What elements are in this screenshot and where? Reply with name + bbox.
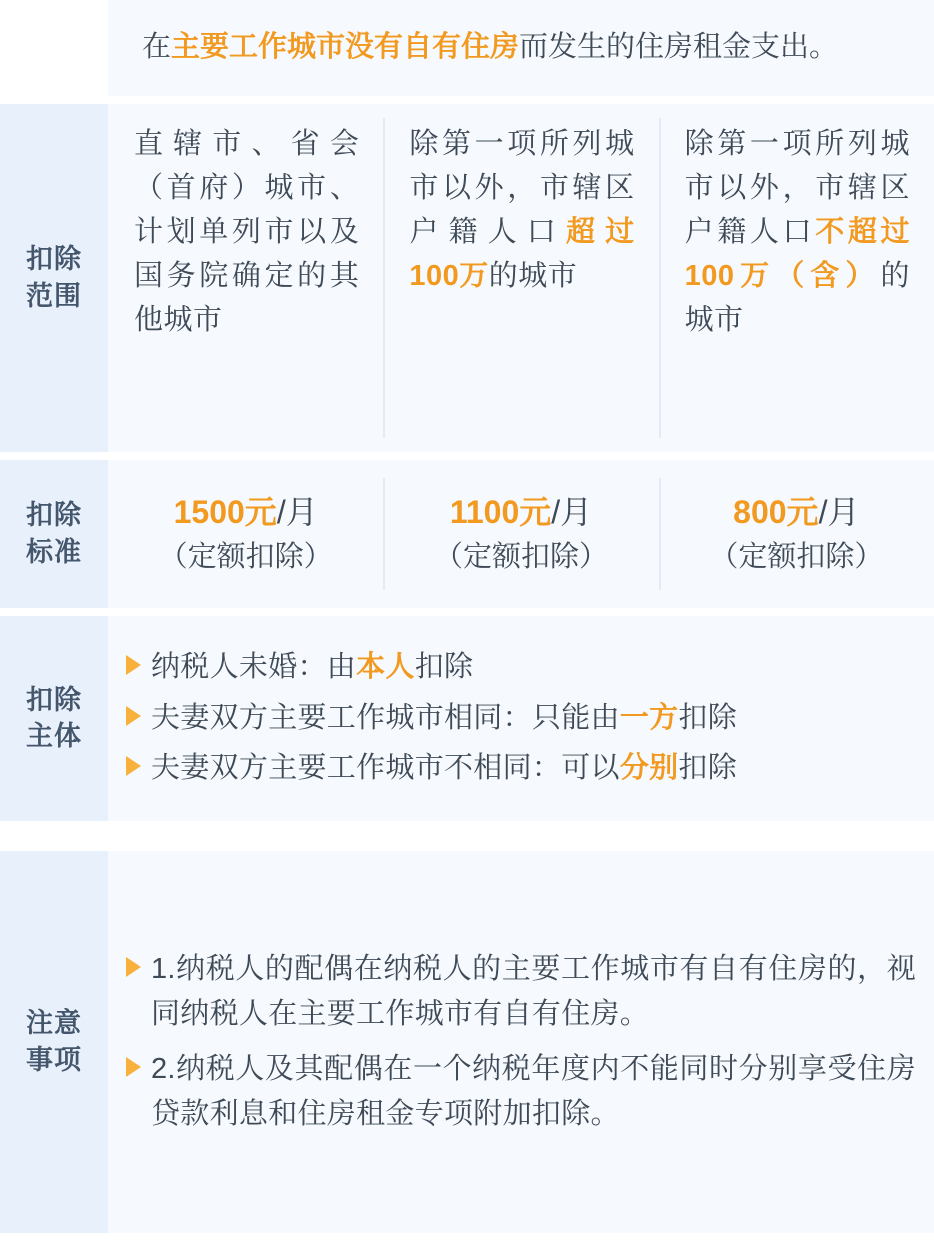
list-item xyxy=(118,1047,916,1137)
subject-list xyxy=(118,639,916,798)
banner-highlight: 主要工作城市没有自有住房 xyxy=(171,31,520,63)
standard-cell-1-amount xyxy=(174,488,318,536)
standard-row-header xyxy=(0,460,108,608)
subject-item-3-pre: 夫妻双方主要工作城市不相同：可以 xyxy=(151,752,620,785)
standard-cell-3 xyxy=(659,460,934,608)
scope-header-line1: 扣除 xyxy=(26,244,82,275)
scope-cell-3 xyxy=(659,104,934,452)
subject-row-body xyxy=(108,616,934,821)
scope-cell-2-pre: 除第一项所列城市以外，市辖区户籍人口 xyxy=(409,127,635,248)
divider-1 xyxy=(0,96,934,104)
scope-row-body xyxy=(108,104,934,452)
standard-cell-2-unit: /月 xyxy=(551,493,593,530)
standard-cell-2-value: 1100元 xyxy=(449,493,552,530)
banner-row xyxy=(0,0,934,96)
notes-list xyxy=(118,937,916,1147)
banner-prefix: 在 xyxy=(142,31,172,63)
triangle-bullet-icon xyxy=(126,706,141,726)
standard-row-body xyxy=(108,460,934,608)
scope-header-line2: 范围 xyxy=(26,280,82,311)
notes-item-1: 1.纳税人的配偶在纳税人的主要工作城市有自有住房的，视同纳税人在主要工作城市有自有住房。 xyxy=(151,952,916,1030)
standard-cell-1 xyxy=(108,460,383,608)
notes-item-2: 2.纳税人及其配偶在一个纳税年度内不能同时分别享受住房贷款利息和住房租金专项附加扣除。 xyxy=(151,1052,916,1130)
standard-cell-3-unit: /月 xyxy=(818,493,860,530)
notes-row-header xyxy=(0,851,108,1234)
scope-row xyxy=(0,104,934,452)
scope-row-header xyxy=(0,104,108,452)
triangle-bullet-icon xyxy=(126,756,141,776)
subject-header-line2: 主体 xyxy=(26,721,82,751)
standard-cell-3-value: 800元 xyxy=(733,493,819,530)
notes-header-line2: 事项 xyxy=(26,1044,82,1075)
subject-item-3 xyxy=(151,746,916,791)
standard-cell-1-note: （定额扣除） xyxy=(158,540,333,573)
subject-item-2-pre: 夫妻双方主要工作城市相同：只能由 xyxy=(151,701,620,734)
list-item xyxy=(118,947,916,1037)
scope-cell-1 xyxy=(108,104,383,452)
standard-cell-2-amount xyxy=(450,488,592,536)
scope-cell-2 xyxy=(383,104,658,452)
banner-suffix: 而发生的住房租金支出。 xyxy=(519,31,839,63)
scope-cell-3-post: 的城市 xyxy=(684,259,910,336)
standard-cell-2-note: （定额扣除） xyxy=(433,540,608,573)
notes-row-body xyxy=(108,851,934,1234)
triangle-bullet-icon xyxy=(126,1057,141,1077)
divider-3 xyxy=(0,608,934,616)
divider-4 xyxy=(0,821,934,829)
list-item xyxy=(118,645,916,690)
list-item xyxy=(118,746,916,791)
scope-cell-2-highlight: 超过100万 xyxy=(409,215,635,292)
scope-cell-3-pre: 除第一项所列城市以外，市辖区户籍人口 xyxy=(684,127,910,248)
subject-row-header xyxy=(0,616,108,821)
standard-cell-2 xyxy=(383,460,658,608)
subject-item-1-post: 扣除 xyxy=(414,650,474,683)
standard-row xyxy=(0,460,934,608)
banner-text xyxy=(108,0,934,96)
subject-item-1-pre: 纳税人未婚：由 xyxy=(151,650,357,683)
subject-item-3-highlight: 分别 xyxy=(619,752,679,785)
subject-item-2 xyxy=(151,696,916,741)
list-item xyxy=(118,696,916,741)
standard-cell-3-note: （定额扣除） xyxy=(709,540,884,573)
divider-2 xyxy=(0,452,934,460)
standard-header-line2: 标准 xyxy=(26,536,82,567)
subject-row xyxy=(0,616,934,821)
standard-cell-1-unit: /月 xyxy=(276,493,318,530)
triangle-bullet-icon xyxy=(126,655,141,675)
notes-header-line1: 注意 xyxy=(26,1008,82,1039)
subject-header-line1: 扣除 xyxy=(26,684,82,715)
standard-header-line1: 扣除 xyxy=(26,500,82,531)
triangle-bullet-icon xyxy=(126,957,141,977)
standard-cell-3-amount xyxy=(733,488,859,536)
scope-cell-3-highlight: 不超过100万（含） xyxy=(684,215,910,292)
subject-item-1 xyxy=(151,645,916,690)
banner-left-spacer xyxy=(0,0,108,96)
subject-item-2-post: 扣除 xyxy=(678,701,738,734)
notes-row xyxy=(0,829,934,1255)
standard-cell-1-value: 1500元 xyxy=(173,493,277,530)
scope-cell-2-post: 的城市 xyxy=(488,259,578,292)
scope-cell-1-text: 直辖市、省会（首府）城市、计划单列市以及国务院确定的其他城市 xyxy=(134,127,360,336)
subject-item-1-highlight: 本人 xyxy=(356,650,415,683)
subject-item-2-highlight: 一方 xyxy=(619,701,679,734)
subject-item-3-post: 扣除 xyxy=(678,752,738,785)
